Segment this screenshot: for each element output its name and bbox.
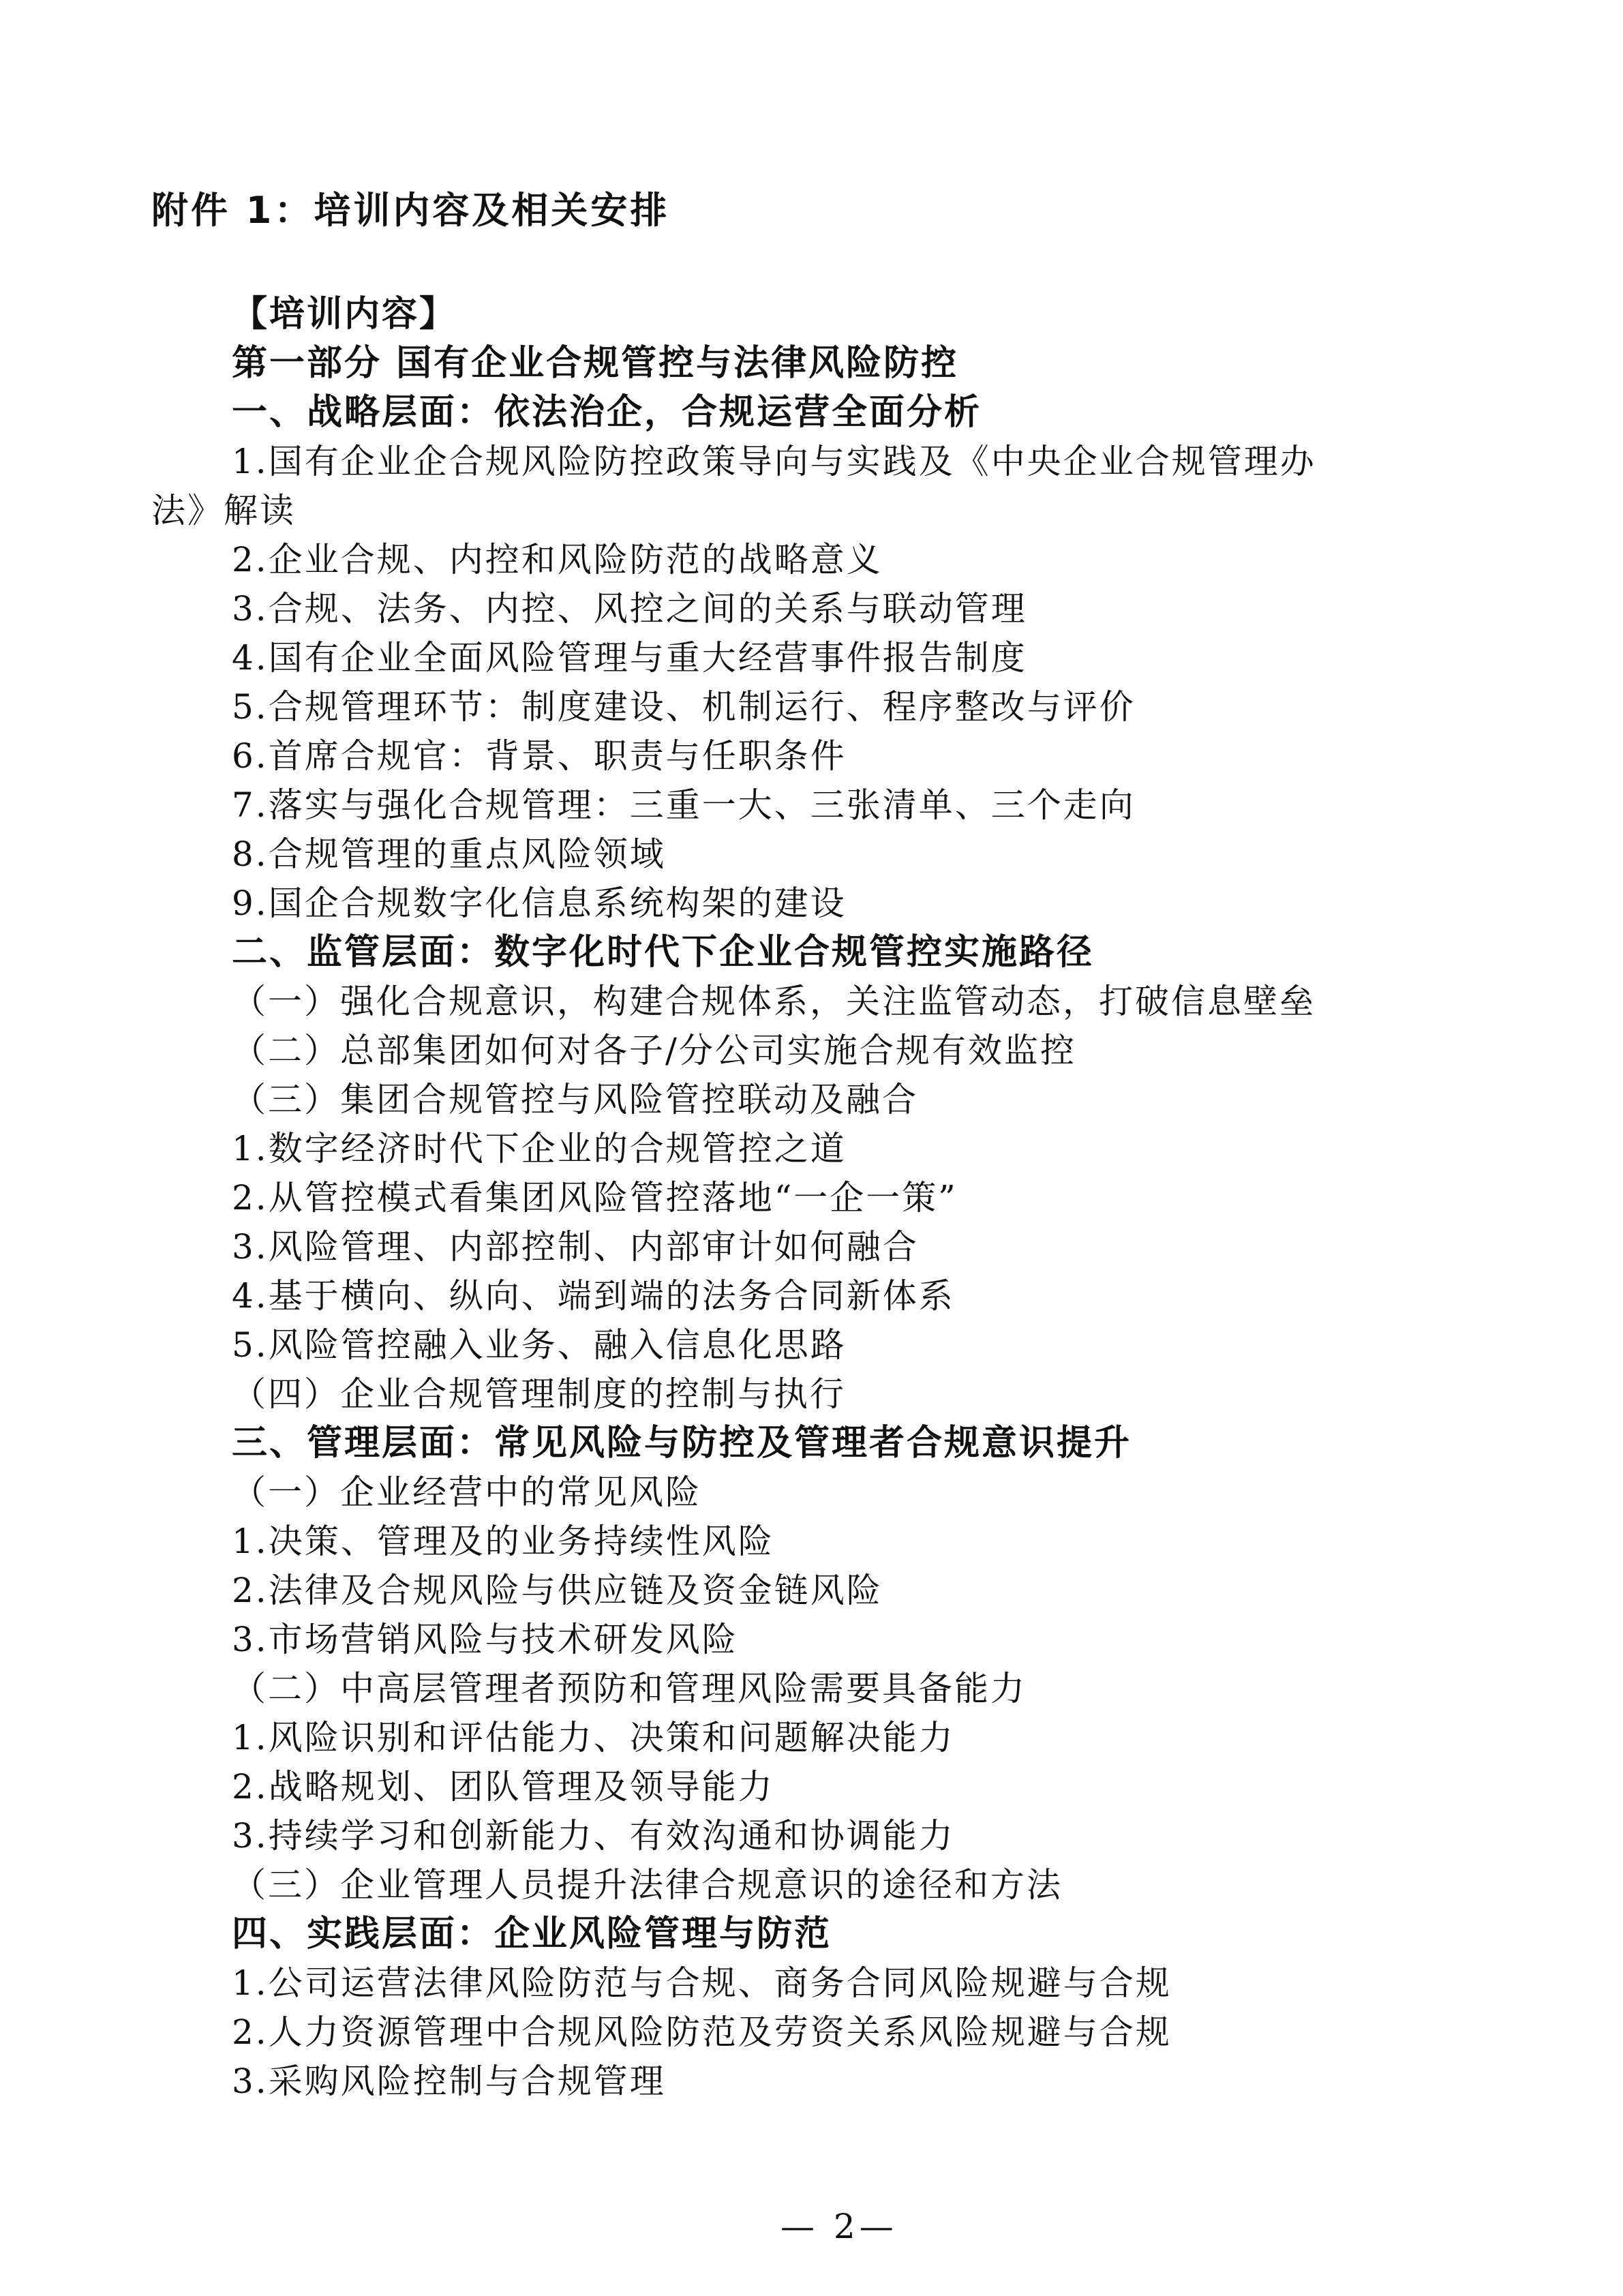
list-item: 3.市场营销风险与技术研发风险 <box>232 1620 738 1659</box>
list-item: 3.采购风险控制与合规管理 <box>232 2061 666 2101</box>
list-item: 法》解读 <box>151 491 296 530</box>
list-item: 2.企业合规、内控和风险防范的战略意义 <box>232 540 883 579</box>
list-item: 5.风险管控融入业务、融入信息化思路 <box>232 1325 847 1365</box>
heading-strategy: 一、战略层面：依法治企，合规运营全面分析 <box>232 392 982 433</box>
list-item: （一）强化合规意识，构建合规体系，关注监管动态，打破信息壁垒 <box>232 982 1316 1021</box>
list-item: （二）中高层管理者预防和管理风险需要具备能力 <box>232 1669 1027 1708</box>
list-item: （一）企业经营中的常见风险 <box>232 1472 701 1512</box>
section-label: 【培训内容】 <box>232 294 457 335</box>
list-item: 3.风险管理、内部控制、内部审计如何融合 <box>232 1227 919 1267</box>
list-item: 7.落实与强化合规管理：三重一大、三张清单、三个走向 <box>232 785 1136 825</box>
list-item: （三）集团合规管控与风险管控联动及融合 <box>232 1080 918 1119</box>
heading-supervision: 二、监管层面：数字化时代下企业合规管控实施路径 <box>232 932 1095 973</box>
list-item: （三）企业管理人员提升法律合规意识的途径和方法 <box>232 1865 1063 1905</box>
list-item: 2.战略规划、团队管理及领导能力 <box>232 1767 774 1807</box>
list-item: （四）企业合规管理制度的控制与执行 <box>232 1374 846 1414</box>
list-item: 4.国有企业全面风险管理与重大经营事件报告制度 <box>232 638 1027 678</box>
list-item: 1.决策、管理及的业务持续性风险 <box>232 1522 774 1561</box>
list-item: 3.持续学习和创新能力、有效沟通和协调能力 <box>232 1816 955 1856</box>
part-title: 第一部分 国有企业合规管控与法律风险防控 <box>232 343 959 384</box>
list-item: 1.国有企业企合规风险防控政策导向与实践及《中央企业合规管理办 <box>232 442 1316 481</box>
list-item: 6.首席合规官：背景、职责与任职条件 <box>232 736 847 776</box>
heading-practice: 四、实践层面：企业风险管理与防范 <box>232 1914 832 1954</box>
heading-management: 三、管理层面：常见风险与防控及管理者合规意识提升 <box>232 1423 1132 1464</box>
list-item: （二）总部集团如何对各子/分公司实施合规有效监控 <box>232 1031 1076 1070</box>
list-item: 1.风险识别和评估能力、决策和问题解决能力 <box>232 1718 955 1757</box>
list-item: 3.合规、法务、内控、风控之间的关系与联动管理 <box>232 589 1027 629</box>
list-item: 8.合规管理的重点风险领域 <box>232 834 666 874</box>
list-item: 2.从管控模式看集团风险管控落地“一企一策” <box>232 1178 958 1218</box>
list-item: 4.基于横向、纵向、端到端的法务合同新体系 <box>232 1276 955 1316</box>
list-item: 5.合规管理环节：制度建设、机制运行、程序整改与评价 <box>232 687 1136 727</box>
attachment-title: 附件 1：培训内容及相关安排 <box>151 189 670 232</box>
list-item: 2.人力资源管理中合规风险防范及劳资关系风险规避与合规 <box>232 2012 1172 2052</box>
page-number: — 2— <box>780 2207 898 2246</box>
list-item: 1.公司运营法律风险防范与合规、商务合同风险规避与合规 <box>232 1963 1172 2003</box>
list-item: 2.法律及合规风险与供应链及资金链风险 <box>232 1571 883 1610</box>
list-item: 1.数字经济时代下企业的合规管控之道 <box>232 1129 847 1168</box>
list-item: 9.国企合规数字化信息系统构架的建设 <box>232 883 847 923</box>
